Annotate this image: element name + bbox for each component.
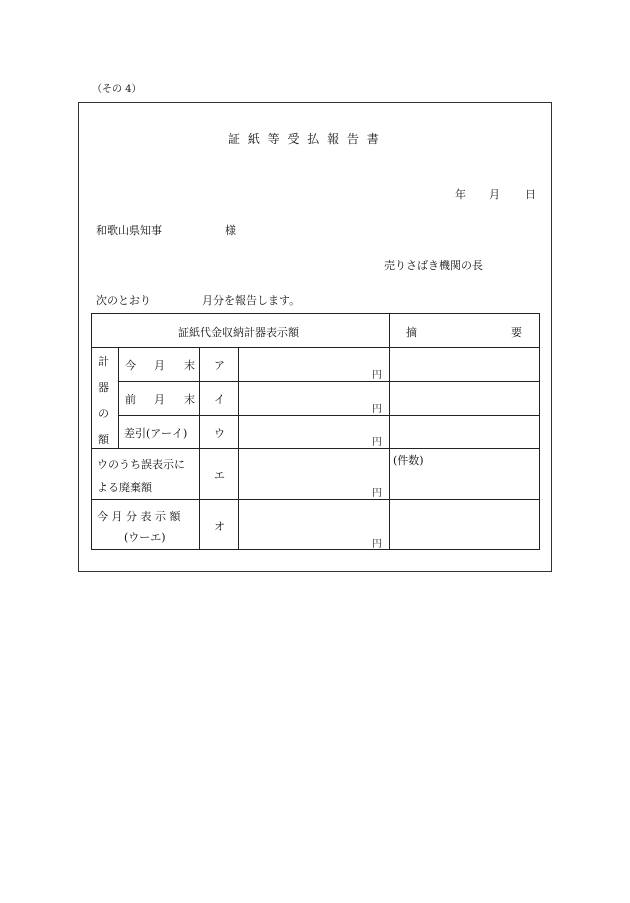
- report-intro-suffix: 月分を報告します。: [202, 294, 301, 307]
- row-current-label: 末: [184, 359, 195, 372]
- table-border-top: [91, 313, 540, 314]
- row-difference-code: ウ: [214, 427, 225, 440]
- table-header-rule: [91, 347, 540, 348]
- form-frame: [78, 102, 552, 572]
- row-current-label: 月: [154, 359, 165, 372]
- header-remarks-right: 要: [511, 326, 522, 339]
- sender-title: 売りさばき機関の長: [384, 259, 483, 272]
- addressee-name: 和歌山県知事: [96, 224, 162, 237]
- group-label-char: 計: [98, 355, 109, 368]
- table-row-rule-4: [91, 499, 540, 500]
- form-title: 証 紙 等 受 払 報 告 書: [228, 132, 381, 146]
- section-label: （その 4）: [92, 84, 142, 95]
- table-code-divider-left: [199, 347, 200, 550]
- table-row-rule-1: [118, 381, 540, 382]
- row-monthly-code: オ: [214, 520, 225, 533]
- row-current-label: 今: [125, 359, 136, 372]
- group-label-char: 額: [98, 433, 109, 446]
- addressee-honorific: 様: [225, 224, 236, 237]
- row-misprint-label-line1: ウのうち誤表示に: [97, 458, 185, 471]
- header-amount: 証紙代金収納計器表示額: [178, 326, 299, 339]
- row-misprint-yen-unit: 円: [372, 488, 382, 499]
- row-monthly-yen-unit: 円: [372, 539, 382, 550]
- row-monthly-label-line1: 今 月 分 表 示 額: [97, 510, 181, 523]
- row-monthly-label-line2: (ウーエ): [124, 531, 166, 544]
- row-previous-label: 末: [184, 393, 195, 406]
- header-remarks-left: 摘: [406, 326, 417, 339]
- row-difference-label: 差引(アーイ): [124, 427, 188, 440]
- row-misprint-label-line2: よる廃棄額: [97, 481, 152, 494]
- date-day-label: 日: [525, 188, 536, 201]
- date-month-label: 月: [489, 188, 500, 201]
- table-border-bottom: [91, 549, 540, 550]
- row-current-yen-unit: 円: [372, 370, 382, 381]
- row-previous-label: 月: [154, 393, 165, 406]
- table-row-rule-2: [118, 415, 540, 416]
- table-code-divider-right: [238, 347, 239, 550]
- group-label-char: 器: [98, 381, 109, 394]
- table-border-left: [91, 313, 92, 550]
- row-misprint-code: エ: [214, 469, 225, 482]
- table-row-rule-3: [91, 448, 540, 449]
- row-misprint-remarks-count: (件数): [393, 454, 424, 467]
- row-previous-yen-unit: 円: [372, 404, 382, 415]
- row-previous-code: イ: [214, 393, 225, 406]
- group-label-char: の: [98, 407, 109, 420]
- row-previous-label: 前: [125, 393, 136, 406]
- table-border-right: [539, 313, 540, 550]
- date-year-label: 年: [455, 188, 466, 201]
- table-remarks-divider: [389, 313, 390, 550]
- table-group-divider: [118, 347, 119, 449]
- row-current-code: ア: [214, 359, 225, 372]
- report-intro-prefix: 次のとおり: [96, 294, 151, 307]
- row-difference-yen-unit: 円: [372, 437, 382, 448]
